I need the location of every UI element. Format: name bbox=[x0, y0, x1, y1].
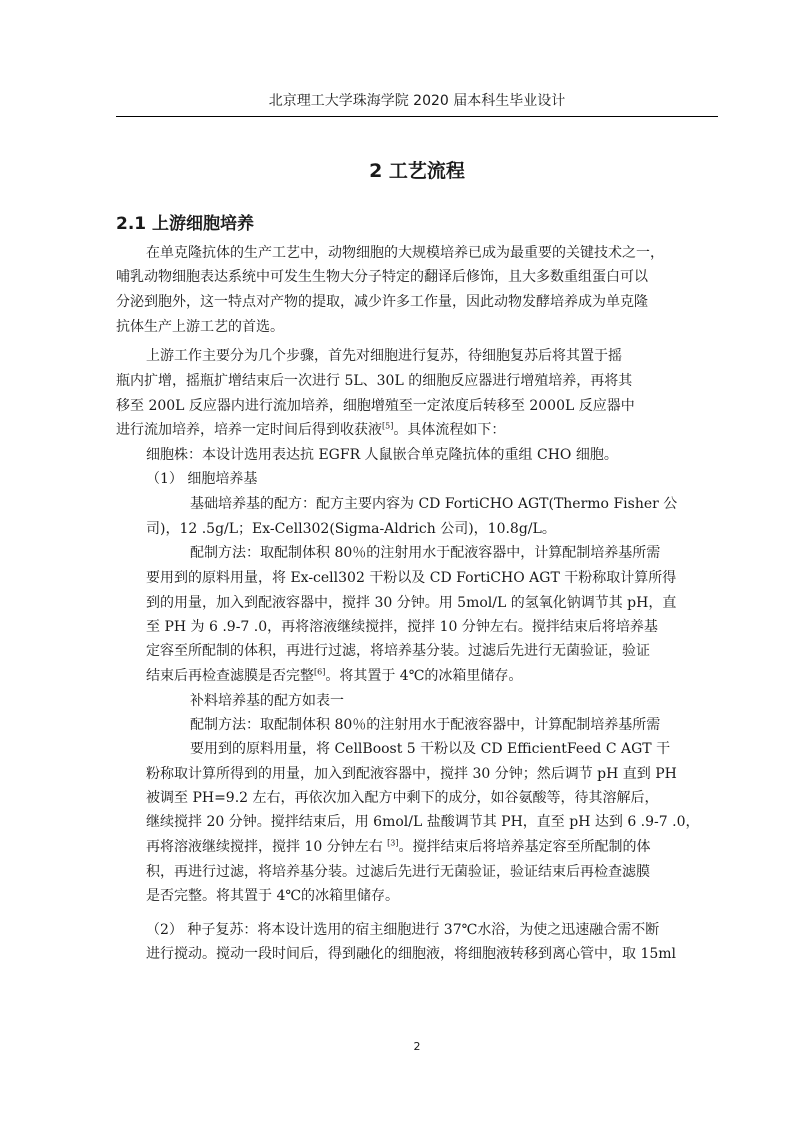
line-text: 继续搅拌 20 分钟。搅拌结束后，用 6mol/L 盐酸调节其 PH，直至 pH 达到 6 .9-7 .0， bbox=[146, 814, 700, 830]
line-text: （1） 细胞培养基 bbox=[146, 471, 258, 487]
line-text: 是否完整。将其置于 4℃的冰箱里储存。 bbox=[146, 888, 400, 904]
line-text: 司)，12 .5g/L；Ex-Cell302(Sigma-Aldrich 公司)，10.8g/L。 bbox=[146, 521, 556, 537]
text-line bbox=[146, 918, 659, 942]
line-text: 移至 200L 反应器内进行流加培养，细胞增殖至一定浓度后转移至 2000L 反应器中 bbox=[116, 398, 635, 414]
chapter-title: 2 工艺流程 bbox=[369, 160, 465, 182]
line-text: 在单克隆抗体的生产工艺中，动物细胞的大规模培养已成为最重要的关键技术之一， bbox=[146, 245, 664, 261]
line-text-continuation: 。将其置于 4℃的冰箱里储存。 bbox=[325, 668, 523, 684]
text-line bbox=[116, 418, 505, 442]
text-line bbox=[146, 884, 399, 908]
text-line bbox=[190, 492, 677, 516]
line-text: 抗体生产上游工艺的首选。 bbox=[116, 319, 284, 335]
line-text: 哺乳动物细胞表达系统中可发生生物大分子特定的翻译后修饰，且大多数重组蛋白可以 bbox=[116, 269, 648, 285]
line-text: 再将溶液继续搅拌，搅拌 10 分钟左右 bbox=[146, 839, 388, 855]
text-line bbox=[116, 265, 648, 289]
text-line bbox=[116, 290, 648, 314]
line-text-continuation: 。搅拌结束后将培养基定容至所配制的体 bbox=[398, 839, 651, 855]
page-header: 北京理工大学珠海学院 2020 届本科生毕业设计 bbox=[268, 93, 566, 109]
text-line bbox=[146, 467, 257, 491]
text-line bbox=[146, 591, 676, 615]
text-line bbox=[190, 541, 660, 565]
text-line bbox=[146, 344, 622, 368]
text-line bbox=[116, 394, 635, 418]
text-line bbox=[146, 835, 651, 859]
header-divider bbox=[116, 116, 718, 117]
section-title: 2.1 上游细胞培养 bbox=[116, 214, 255, 234]
line-text: 细胞株：本设计选用表达抗 EGFR 人鼠嵌合单克隆抗体的重组 CHO 细胞。 bbox=[146, 447, 618, 463]
text-line bbox=[146, 517, 556, 541]
citation-reference: [5] bbox=[382, 421, 394, 431]
line-text: 进行搅动。搅动一段时间后，得到融化的细胞液，将细胞液转移到离心管中，取 15ml bbox=[146, 946, 677, 962]
line-text: 分泌到胞外，这一特点对产物的提取，减少许多工作量，因此动物发酵培养成为单克隆 bbox=[116, 294, 648, 310]
citation-reference: [6] bbox=[314, 667, 326, 677]
text-line bbox=[146, 762, 677, 786]
line-text: 配制方法：取配制体积 80％的注射用水于配液容器中，计算配制培养基所需 bbox=[190, 717, 661, 733]
text-line bbox=[146, 786, 659, 810]
text-line bbox=[116, 315, 284, 339]
line-text: 积，再进行过滤，将培养基分装。过滤后先进行无菌验证，验证结束后再检查滤膜 bbox=[146, 864, 650, 880]
text-line bbox=[146, 810, 699, 834]
citation-reference: [3] bbox=[387, 838, 399, 848]
line-text: 要用到的原料用量，将 Ex-cell302 干粉以及 CD FortiCHO AGT 干粉称取计算所得 bbox=[146, 570, 677, 586]
text-line bbox=[116, 369, 632, 393]
text-line bbox=[146, 241, 664, 265]
line-text: 粉称取计算所得到的用量，加入到配液容器中，搅拌 30 分钟；然后调节 pH 直到 PH bbox=[146, 766, 677, 782]
text-line bbox=[190, 689, 344, 713]
line-text: 进行流加培养，培养一定时间后得到收获液 bbox=[116, 422, 382, 438]
text-line bbox=[146, 860, 650, 884]
line-text: 补料培养基的配方如表一 bbox=[190, 693, 344, 709]
line-text: 要用到的原料用量，将 CellBoost 5 干粉以及 CD EfficientFeed C AGT 干 bbox=[190, 741, 671, 757]
line-text: （2） 种子复苏：将本设计选用的宿主细胞进行 37℃水浴，为使之迅速融合需不断 bbox=[146, 922, 660, 938]
line-text: 配制方法：取配制体积 80％的注射用水于配液容器中，计算配制培养基所需 bbox=[190, 545, 661, 561]
text-line bbox=[146, 639, 650, 663]
text-line bbox=[190, 713, 660, 737]
line-text: 定容至所配制的体积，再进行过滤，将培养基分装。过滤后先进行无菌验证，验证 bbox=[146, 643, 650, 659]
text-line bbox=[146, 664, 522, 688]
line-text: 瓶内扩增，摇瓶扩增结束后一次进行 5L、30L 的细胞反应器进行增殖培养，再将其 bbox=[116, 373, 633, 389]
text-line bbox=[146, 566, 676, 590]
line-text: 至 PH 为 6 .9-7 .0，再将溶液继续搅拌，搅拌 10 分钟左右。搅拌结束后将培养基 bbox=[146, 619, 658, 635]
line-text: 基础培养基的配方：配方主要内容为 CD FortiCHO AGT(Thermo Fisher 公 bbox=[190, 496, 678, 512]
line-text-continuation: 。具体流程如下： bbox=[393, 422, 506, 438]
text-line bbox=[146, 443, 618, 467]
text-line bbox=[146, 942, 676, 966]
line-text: 被调至 PH=9.2 左右，再依次加入配方中剩下的成分，如谷氨酸等，待其溶解后， bbox=[146, 790, 659, 806]
line-text: 结束后再检查滤膜是否完整 bbox=[146, 668, 314, 684]
line-text: 到的用量，加入到配液容器中，搅拌 30 分钟。用 5mol/L 的氢氧化钠调节其 pH，直 bbox=[146, 595, 677, 611]
text-line bbox=[146, 615, 658, 639]
text-line bbox=[190, 737, 670, 761]
line-text: 上游工作主要分为几个步骤，首先对细胞进行复苏，待细胞复苏后将其置于摇 bbox=[146, 348, 622, 364]
page-number: 2 bbox=[413, 1040, 421, 1053]
